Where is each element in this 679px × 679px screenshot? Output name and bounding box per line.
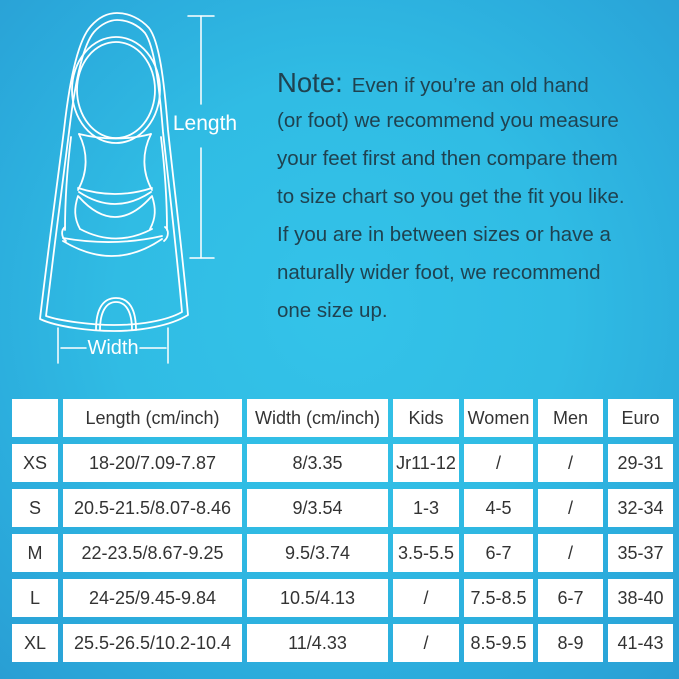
table-cell: 7.5-8.5 <box>464 579 533 617</box>
table-cell: / <box>538 489 603 527</box>
table-cell: 8.5-9.5 <box>464 624 533 662</box>
size-row-label: L <box>12 579 58 617</box>
table-cell: 29-31 <box>608 444 673 482</box>
note-text: Even if you’re an old hand <box>351 74 589 97</box>
size-row-label: S <box>12 489 58 527</box>
table-cell: 35-37 <box>608 534 673 572</box>
table-cell: 9/3.54 <box>247 489 388 527</box>
note-line: (or foot) we recommend you measure <box>277 109 619 132</box>
size-row-label: XS <box>12 444 58 482</box>
length-dimension-label: Length <box>172 112 238 135</box>
heel-band-right-pinch <box>150 196 155 229</box>
table-cell: 8-9 <box>538 624 603 662</box>
column-header: Kids <box>393 399 459 437</box>
table-cell: 3.5-5.5 <box>393 534 459 572</box>
table-cell: 20.5-21.5/8.07-8.46 <box>63 489 242 527</box>
table-cell: 38-40 <box>608 579 673 617</box>
note-line <box>277 64 673 102</box>
width-dimension-label: Width <box>87 337 139 359</box>
table-cell: 8/3.35 <box>247 444 388 482</box>
table-cell: 32-34 <box>608 489 673 527</box>
foot-pocket-right-pinch <box>144 134 152 190</box>
instep-crescent-bottom <box>79 197 151 217</box>
size-chart-table <box>12 399 673 662</box>
size-table-corner-cell <box>12 399 58 437</box>
fin-outer-outline <box>40 13 188 331</box>
table-cell: / <box>464 444 533 482</box>
sizing-note <box>277 64 673 330</box>
arch-curve-upper <box>78 188 152 194</box>
foot-pocket-left-pinch <box>78 134 86 190</box>
note-line: If you are in between sizes or have a <box>277 223 611 246</box>
table-cell: 11/4.33 <box>247 624 388 662</box>
note-line: one size up. <box>277 299 388 322</box>
column-header: Euro <box>608 399 673 437</box>
table-cell: 18-20/7.09-7.87 <box>63 444 242 482</box>
note-line: your feet first and then compare them <box>277 147 618 170</box>
right-side-nub <box>164 227 168 241</box>
column-header: Women <box>464 399 533 437</box>
foot-pocket-opening-outer <box>72 37 160 143</box>
table-cell: 24-25/9.45-9.84 <box>63 579 242 617</box>
table-cell: / <box>393 624 459 662</box>
table-cell: 4-5 <box>464 489 533 527</box>
table-cell: / <box>393 579 459 617</box>
table-cell: 22-23.5/8.67-9.25 <box>63 534 242 572</box>
column-header: Length (cm/inch) <box>63 399 242 437</box>
table-cell: 6-7 <box>538 579 603 617</box>
table-cell: 9.5/3.74 <box>247 534 388 572</box>
fin-right-rail <box>161 137 167 230</box>
size-row-label: M <box>12 534 58 572</box>
column-header: Men <box>538 399 603 437</box>
foot-pocket-opening-inner <box>77 42 155 138</box>
table-cell: 41-43 <box>608 624 673 662</box>
note-line: naturally wider foot, we recommend <box>277 261 601 284</box>
table-cell: / <box>538 444 603 482</box>
column-header: Width (cm/inch) <box>247 399 388 437</box>
table-cell: / <box>538 534 603 572</box>
size-row-label: XL <box>12 624 58 662</box>
table-cell: 6-7 <box>464 534 533 572</box>
note-title: Note: <box>277 67 343 98</box>
table-cell: 25.5-26.5/10.2-10.4 <box>63 624 242 662</box>
table-cell: Jr11-12 <box>393 444 459 482</box>
heel-band-left-pinch <box>75 196 80 229</box>
table-cell: 1-3 <box>393 489 459 527</box>
table-cell: 10.5/4.13 <box>247 579 388 617</box>
heel-band-bottom <box>80 229 152 239</box>
note-line: to size chart so you get the fit you like. <box>277 185 625 208</box>
fin-outline-drawing <box>0 0 260 380</box>
